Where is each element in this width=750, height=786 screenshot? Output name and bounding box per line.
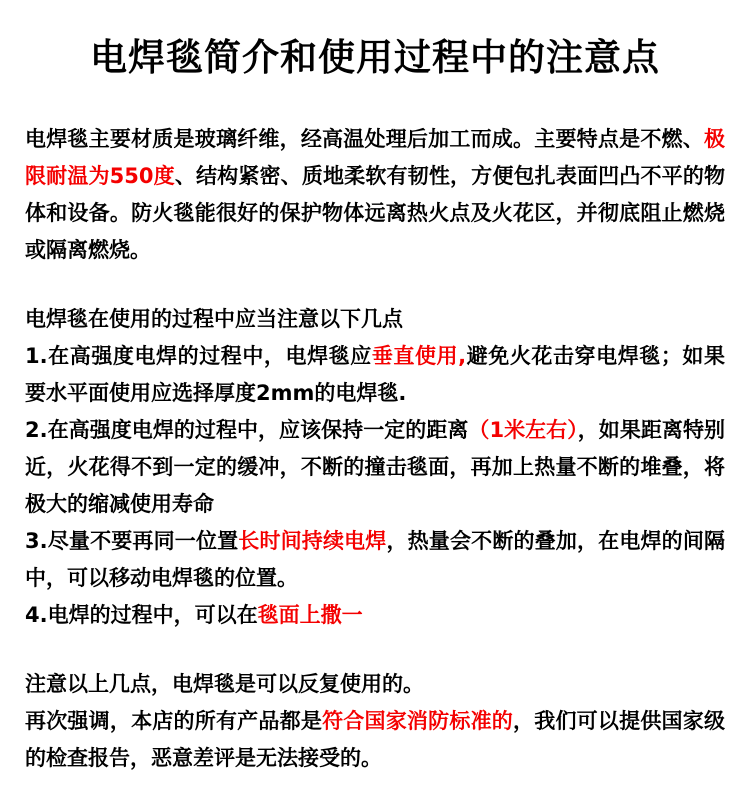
highlighted-text-segment: 符合国家消防标准的 [322, 709, 514, 733]
note-item-3 [25, 523, 725, 597]
highlighted-text-segment: （1米左右） [468, 418, 578, 442]
intro-paragraph [25, 121, 725, 269]
text-segment: 注意以上几点，电焊毯是可以反复使用的。 [25, 672, 424, 696]
reuse-note [25, 666, 725, 703]
text-segment: 、结构紧密、质地柔软有韧性，方便包扎表面凹凸不平的物体和设备。防火毯能很好的保护物体远离热火点及火花区，并彻底阻止燃烧或隔离燃烧。 [25, 164, 725, 262]
text-segment: ，如果距离特别近，火花得不到一定的缓冲，不断的撞击毯面，再加上热量不断的堆叠，将极大的缩减使用寿命 [25, 418, 725, 516]
closing-statement [25, 703, 725, 777]
text-segment: 2.在高强度电焊的过程中，应该保持一定的距离 [25, 418, 469, 442]
text-segment: 再次强调，本店的所有产品都是 [25, 709, 323, 733]
note-item-1 [25, 338, 725, 412]
text-segment: 4.电焊的过程中，可以在 [25, 603, 258, 627]
note-item-4 [25, 597, 725, 634]
body-text [25, 121, 725, 777]
text-segment: ，我们可以提供国家级的检查报告，恶意差评是无法接受的。 [25, 709, 725, 770]
text-segment: 3.尽量不要再同一位置 [25, 529, 239, 553]
text-segment: 电焊毯主要材质是玻璃纤维，经高温处理后加工而成。主要特点是不燃、 [25, 127, 704, 151]
text-segment: 电焊毯在使用的过程中应当注意以下几点 [25, 307, 403, 331]
highlighted-text-segment: 极限耐温为550度 [25, 127, 725, 188]
text-segment: 1.在高强度电焊的过程中，电焊毯应 [25, 344, 372, 368]
product-description-document [0, 36, 750, 786]
text-segment: 避免火花击穿电焊毯；如果要水平面使用应选择厚度2mm的电焊毯. [25, 344, 726, 405]
highlighted-text-segment: 毯面上撒一 [257, 603, 363, 627]
page-title: 电焊毯简介和使用过程中的注意点 [90, 36, 660, 79]
text-segment: ，热量会不断的叠加，在电焊的间隔中，可以移动电焊毯的位置。 [25, 529, 726, 590]
highlighted-text-segment: 垂直使用, [371, 344, 467, 368]
note-item-2 [25, 412, 725, 523]
highlighted-text-segment: 长时间持续电焊 [238, 529, 387, 553]
notes-heading [25, 301, 725, 338]
